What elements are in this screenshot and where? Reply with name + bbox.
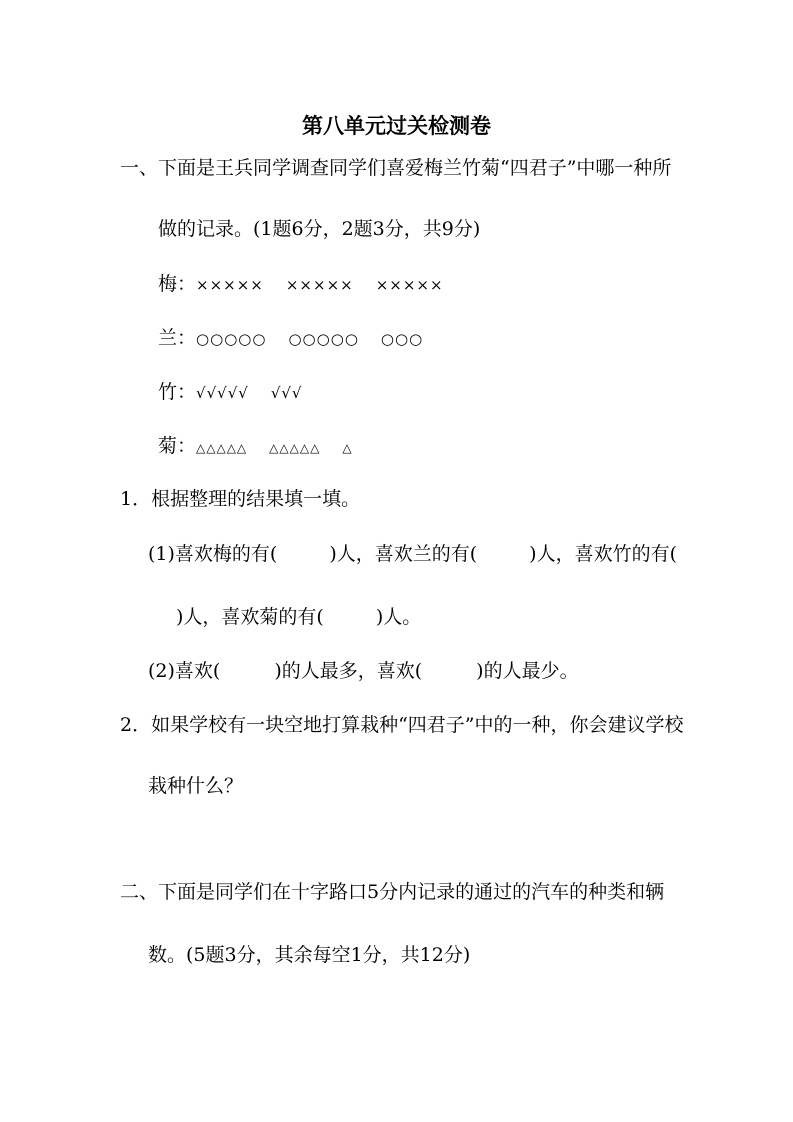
tally-group: △△△△△ [196,441,248,455]
tally-group: ○○○ [380,330,424,348]
record-label: 兰： [158,327,197,349]
record-row-orchid [158,325,423,352]
question-1-prompt: 1．根据整理的结果填一填。 [120,488,361,510]
question-2-line-2: 栽种什么？ [148,775,244,797]
page-title: 第八单元过关检测卷 [302,113,491,138]
record-label: 梅： [158,273,197,295]
record-label: 竹： [158,381,197,403]
record-row-chrysanthemum [158,433,353,461]
tally-group: √√√√√ [196,384,249,402]
section-1-heading-line-1: 一、下面是王兵同学调查同学们喜爱梅兰竹菊“四君子”中哪一种所 [120,157,672,179]
tally-group: ××××× [375,276,444,294]
question-2-line-1: 2．如果学校有一块空地打算栽种“四君子”中的一种，你会建议学校 [120,714,684,736]
record-label: 菊： [158,435,197,457]
tally-group: ○○○○○ [288,330,359,348]
tally-group: ××××× [285,276,354,294]
question-1-part-2: (2)喜欢( )的人最多，喜欢( )的人最少。 [148,660,579,682]
record-row-plum [158,271,444,298]
tally-group: √√√ [270,384,303,402]
tally-group: △△△△△ [269,441,321,455]
section-1-heading-line-2: 做的记录。(1题6分，2题3分，共9分) [158,218,481,240]
tally-group: △ [342,441,353,455]
tally-group: ××××× [196,276,264,294]
section-2-heading-line-1: 二、下面是同学们在十字路口5分内记录的通过的汽车的种类和辆 [120,881,665,903]
tally-group: ○○○○○ [196,330,267,348]
section-2-heading-line-2: 数。(5题3分，其余每空1分，共12分) [148,944,471,966]
question-1-part-1-line-2: )人，喜欢菊的有( )人。 [176,606,422,628]
question-1-part-1-line-1: (1)喜欢梅的有( )人，喜欢兰的有( )人，喜欢竹的有( [148,543,677,565]
record-row-bamboo [158,379,303,406]
